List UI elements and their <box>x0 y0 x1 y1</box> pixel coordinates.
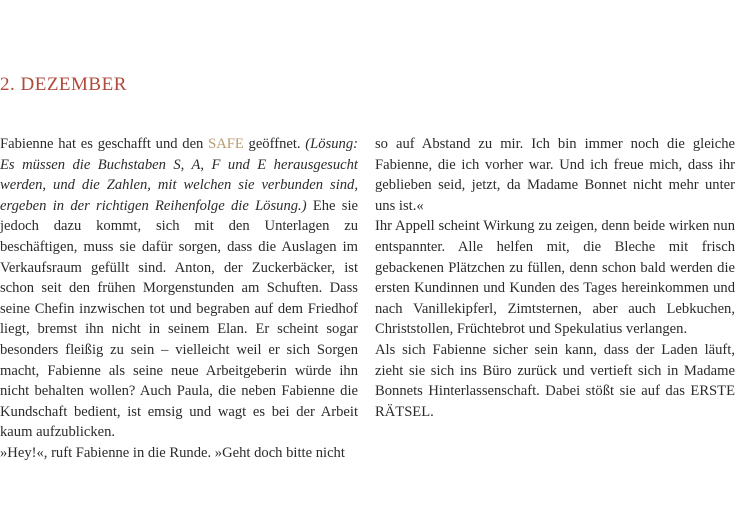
paragraph: Ihr Appell scheint Wirkung zu zeigen, denn beide wirken nun entspannter. Alle helfen mit, die Bleche mit frisch gebackenen Plätzchen zu füllen, denn schon bald werden die ersten Kundinnen und Kunden des Tages hereinkommen und nach Vanillekipferl, Zimtsternen, aber auch Lebkuchen, Christstollen, Früchtebrot und Spekulatius verlangen. <box>375 218 735 338</box>
left-column <box>0 134 358 464</box>
paragraph: »Hey!«, ruft Fabienne in die Runde. »Geht doch bitte nicht <box>0 444 345 461</box>
paragraph: Als sich Fabienne sicher sein kann, dass der Laden läuft, zieht sie sich ins Büro zurück und vertieft sich in Madame Bonnets Hinterlassenschaft. Dabei stößt sie auf das ERSTE RÄTSEL. <box>375 341 735 420</box>
chapter-heading: 2. DEZEMBER <box>0 74 127 95</box>
text-run: Fabienne hat es geschafft und den <box>0 136 209 152</box>
solution-hint: (Lösung: Es müssen die Buchstaben S, A, F und E herausgesucht werden, und die Zahlen, mit welchen sie verbunden sind, ergeben in der richtigen Reihenfolge die Lösung.) <box>0 136 358 214</box>
paragraph: so auf Abstand zu mir. Ich bin immer noch die gleiche Fabienne, die ich vorher war. Und ich freue mich, dass ihr geblieben seid, jetzt, da Madame Bonnet nicht mehr unter uns ist.« <box>375 136 735 214</box>
paragraph <box>0 134 358 443</box>
text-run: Ehe sie jedoch dazu kommt, sich mit den Unterlagen zu beschäftigen, muss sie dafür sorgen, dass die Auslagen im Verkaufsraum gefüllt sind. Anton, der Zuckerbäcker, ist schon seit den frühen Morgenstunden am Schuften. Dass seine Chefin inzwischen tot und begraben auf dem Friedhof liegt, bremst ihn nicht in seinem Elan. Er scheint sogar besonders fleißig zu sein – vielleicht weil er sich Sorgen macht, Fabienne als seine neue Arbeitgeberin würde ihn nicht behalten wollen? Auch Paula, die neben Fabienne die Kundschaft bedient, ist emsig und wagt es bei der Arbeit kaum aufzublicken. <box>0 197 358 441</box>
text-run: geöffnet. <box>243 136 306 152</box>
safe-highlight: SAFE <box>208 136 244 152</box>
right-column <box>375 134 735 422</box>
